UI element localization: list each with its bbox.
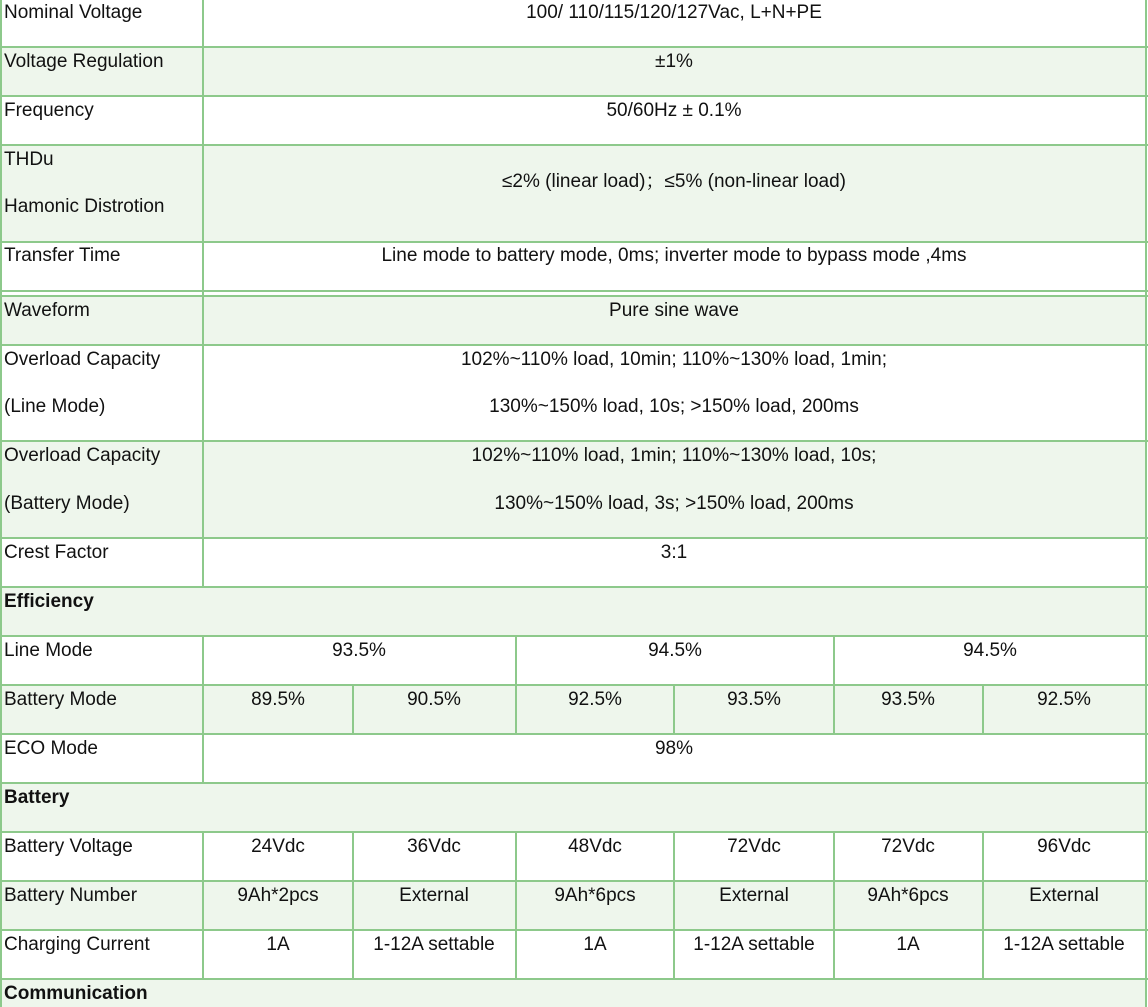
battery-mode-value: 92.5%	[568, 689, 622, 710]
grid-line	[352, 684, 354, 735]
charging-current-value: 1-12A settable	[693, 934, 815, 955]
grid-line	[982, 684, 984, 735]
row-shade	[1, 48, 1147, 97]
grid-line	[202, 0, 204, 588]
transfer-time-label: Transfer Time	[4, 245, 121, 266]
overload-line-mode-label: (Line Mode)	[4, 396, 106, 417]
grid-line	[0, 733, 1148, 735]
battery-voltage-value: 36Vdc	[407, 836, 461, 857]
row-shade	[1, 297, 1147, 346]
voltage-regulation-label: Voltage Regulation	[4, 51, 164, 72]
waveform-label: Waveform	[4, 300, 90, 321]
battery-voltage-label: Battery Voltage	[4, 836, 133, 857]
eco-mode-label: ECO Mode	[4, 738, 98, 759]
battery-number-value: 9Ah*2pcs	[237, 885, 319, 906]
battery-mode-value: 90.5%	[407, 689, 461, 710]
line-mode-value: 94.5%	[963, 640, 1017, 661]
grid-line	[833, 635, 835, 735]
battery-mode-value: 92.5%	[1037, 689, 1091, 710]
grid-line	[1145, 0, 1147, 1007]
crest-factor-value: 3:1	[660, 542, 688, 563]
grid-line	[673, 684, 675, 735]
charging-current-label: Charging Current	[4, 934, 150, 955]
battery-number-label: Battery Number	[4, 885, 138, 906]
battery-number-value: 9Ah*6pcs	[554, 885, 636, 906]
charging-current-value: 1A	[896, 934, 920, 955]
overload-line-value: 102%~110% load, 10min; 110%~130% load, 1min;	[460, 349, 888, 370]
grid-line	[0, 586, 1148, 588]
battery-voltage-value: 72Vdc	[727, 836, 781, 857]
eco-mode-value: 98%	[654, 738, 694, 759]
battery-voltage-value: 24Vdc	[251, 836, 305, 857]
battery-number-value: External	[399, 885, 469, 906]
grid-line	[0, 880, 1148, 882]
battery-section-title: Battery	[4, 787, 70, 808]
row-shade	[1, 146, 1147, 243]
voltage-regulation-value: ±1%	[655, 51, 693, 72]
grid-line	[0, 929, 1148, 931]
grid-line	[982, 831, 984, 979]
grid-line	[202, 635, 204, 783]
battery-voltage-value: 96Vdc	[1037, 836, 1091, 857]
thdu-label: THDu	[4, 149, 54, 170]
thdu-value: ≤2% (linear load)；≤5% (non-linear load)	[501, 171, 847, 192]
grid-line	[833, 831, 835, 979]
overload-battery-value: 130%~150% load, 3s; >150% load, 200ms	[494, 493, 854, 514]
grid-line	[0, 290, 1148, 292]
row-shade	[1, 784, 1147, 833]
battery-mode-value: 93.5%	[727, 689, 781, 710]
battery-number-value: External	[1029, 885, 1099, 906]
grid-line	[0, 978, 1148, 980]
grid-line	[0, 537, 1148, 539]
communication-section-title: Communication	[4, 983, 148, 1004]
grid-line	[0, 684, 1148, 686]
overload-battery-value: 102%~110% load, 1min; 110%~130% load, 10s;	[471, 445, 877, 466]
grid-line	[515, 831, 517, 979]
grid-line	[0, 144, 1148, 146]
overload-line-label: Overload Capacity	[4, 349, 161, 370]
frequency-value: 50/60Hz ± 0.1%	[606, 100, 742, 121]
grid-line	[0, 46, 1148, 48]
battery-voltage-value: 48Vdc	[568, 836, 622, 857]
transfer-time-value: Line mode to battery mode, 0ms; inverter mode to bypass mode ,4ms	[381, 245, 967, 266]
battery-number-value: External	[719, 885, 789, 906]
crest-factor-label: Crest Factor	[4, 542, 109, 563]
grid-line	[352, 831, 354, 979]
waveform-value: Pure sine wave	[609, 300, 739, 321]
grid-line	[515, 635, 517, 735]
line-mode-value: 93.5%	[332, 640, 386, 661]
grid-line	[202, 831, 204, 979]
charging-current-value: 1A	[583, 934, 607, 955]
overload-battery-label: Overload Capacity	[4, 445, 161, 466]
charging-current-value: 1A	[266, 934, 290, 955]
grid-line	[0, 0, 2, 1007]
battery-voltage-value: 72Vdc	[881, 836, 935, 857]
battery-number-value: 9Ah*6pcs	[867, 885, 949, 906]
line-mode-value: 94.5%	[648, 640, 702, 661]
grid-line	[0, 344, 1148, 346]
battery-mode-label: Battery Mode	[4, 689, 117, 710]
battery-mode-value: 93.5%	[881, 689, 935, 710]
charging-current-value: 1-12A settable	[1003, 934, 1125, 955]
nominal-voltage-label: Nominal Voltage	[4, 2, 143, 23]
grid-line	[0, 440, 1148, 442]
grid-line	[0, 241, 1148, 243]
frequency-label: Frequency	[4, 100, 94, 121]
harmonic-distortion-label: Hamonic Distrotion	[4, 196, 165, 217]
grid-line	[0, 95, 1148, 97]
line-mode-label: Line Mode	[4, 640, 93, 661]
row-shade	[1, 980, 1147, 1007]
battery-mode-value: 89.5%	[251, 689, 305, 710]
efficiency-section-title: Efficiency	[4, 591, 94, 612]
grid-line	[673, 831, 675, 979]
grid-line	[0, 635, 1148, 637]
overload-line-value: 130%~150% load, 10s; >150% load, 200ms	[489, 396, 859, 417]
charging-current-value: 1-12A settable	[373, 934, 495, 955]
nominal-voltage-value: 100/ 110/115/120/127Vac, L+N+PE	[526, 2, 822, 23]
row-shade	[1, 588, 1147, 637]
grid-line	[0, 295, 1148, 297]
overload-battery-mode-label: (Battery Mode)	[4, 493, 130, 514]
grid-line	[0, 782, 1148, 784]
grid-line	[0, 831, 1148, 833]
